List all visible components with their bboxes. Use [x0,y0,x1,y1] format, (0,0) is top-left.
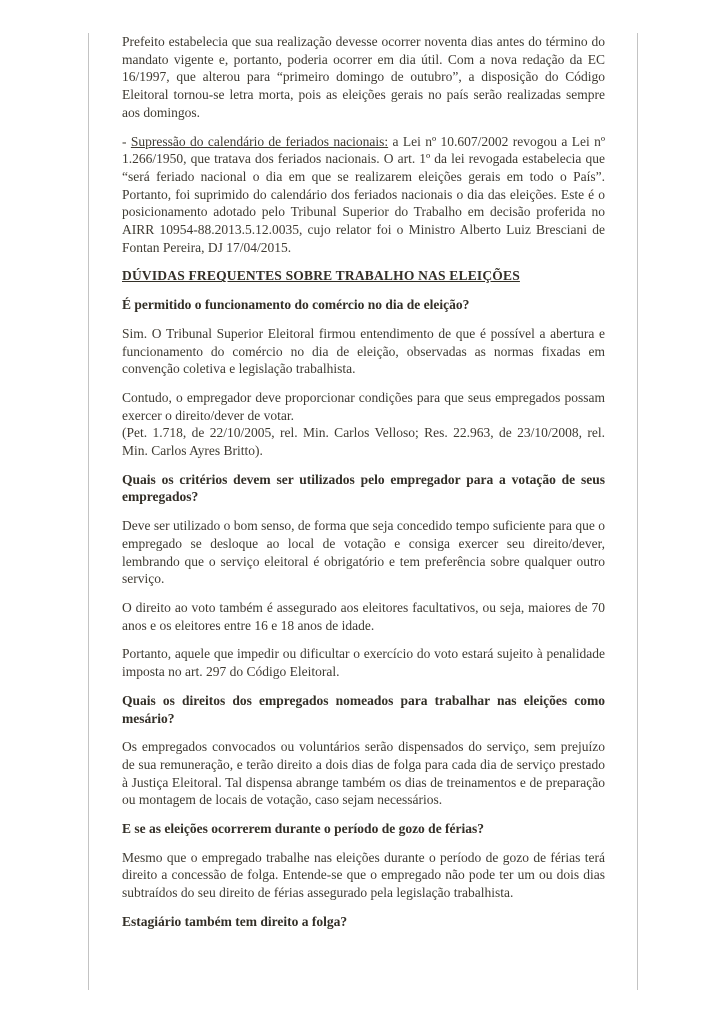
dash-prefix: - [122,133,131,149]
answer-condicoes-votar-text: Contudo, o empregador deve proporcionar condições para que seus empregados possam exercer o direito/dever de votar. [122,389,605,423]
paragraph-prefeito-mandato: Prefeito estabelecia que sua realização devesse ocorrer noventa dias antes do término do mandato vigente e, portanto, poderia ocorrer em dia útil. Com a nova redação da EC 16/1997, que alterou para “primeiro domingo de outubro”, a disposição do Código Eleitoral tornou-se letra morta, pois as eleições gerais no país serão realizadas sempre aos domingos. [122,34,605,120]
answer-eleicoes-ferias: Mesmo que o empregado trabalhe nas eleições durante o período de gozo de férias terá direito a concessão de folga. Entende-se que o empregado não pode ter um ou dois dias subtraídos do seu direito de férias assegurado pela legislação trabalhista. [122,849,605,901]
question-criterios-votacao: Quais os critérios devem ser utilizados pelo empregador para a votação de seus empregados? [122,471,605,505]
paragraph-eleitores-facultativos: O direito ao voto também é assegurado aos eleitores facultativos, ou seja, maiores de 70 anos e os eleitores entre 16 e 18 anos de idade. [122,599,605,633]
question-comercio-dia-eleicao: É permitido o funcionamento do comércio no dia de eleição? [122,297,470,313]
question-estagiario-folga: Estagiário também tem direito a folga? [122,913,348,929]
answer-direitos-mesario: Os empregados convocados ou voluntários serão dispensados do serviço, sem prejuízo de sua remuneração, e terão direito a dois dias de folga para cada dia de serviço prestado à Justiça Eleitoral. Tal dispensa abrange também os dias de treinamentos e de preparação ou montagem de locais de votação, caso sejam necessários. [122,739,605,808]
question-eleicoes-ferias: E se as eleições ocorrerem durante o período de gozo de férias? [122,821,485,837]
question-direitos-mesario: Quais os direitos dos empregados nomeados para trabalhar nas eleições como mesário? [122,692,605,726]
answer-comercio-dia-eleicao: Sim. O Tribunal Superior Eleitoral firmou entendimento de que é possível a abertura e funcionamento do comércio no dia de eleição, observadas as normas fixadas em convenção coletiva e legislação trabalhista. [122,325,605,377]
answer-condicoes-votar [122,389,605,460]
underlined-topic-label: Supressão do calendário de feriados nacionais: [130,133,389,149]
paragraph-supressao-body: a Lei nº 10.607/2002 revogou a Lei nº 1.266/1950, que tratava dos feriados nacionais. O art. 1º da lei revogada estabelecia que “será feriado nacional o dia em que se realizarem eleições gerais em todo o País”. Portanto, foi suprimido do calendário dos feriados nacionais o dia das eleições. Este é o posicionamento adotado pelo Tribunal Superior do Trabalho em decisão proferida no AIRR 10954-88.2013.5.12.0035, cujo relator foi o Ministro Alberto Luiz Bresciani de Fontan Pereira, DJ 17/04/2015. [122,133,606,255]
answer-bom-senso: Deve ser utilizado o bom senso, de forma que seja concedido tempo suficiente para que o empregado se desloque ao local de votação e consiga exercer seu direito/dever, lembrando que o serviço eleitoral é obrigatório e tem preferência sobre qualquer outro serviço. [122,518,605,587]
page-edge-right-line [637,33,638,990]
section-heading-duvidas-frequentes: DÚVIDAS FREQUENTES SOBRE TRABALHO NAS ELEIÇÕES [122,268,520,284]
document-content [122,33,605,942]
paragraph-penalidade-art297: Portanto, aquele que impedir ou dificultar o exercício do voto estará sujeito à penalidade imposta no art. 297 do Código Eleitoral. [122,646,605,680]
paragraph-supressao-feriados [122,133,605,257]
page-edge-left-line [88,33,89,990]
citation-pet-res: (Pet. 1.718, de 22/10/2005, rel. Min. Carlos Velloso; Res. 22.963, de 23/10/2008, rel. Min. Carlos Ayres Britto). [122,425,605,459]
